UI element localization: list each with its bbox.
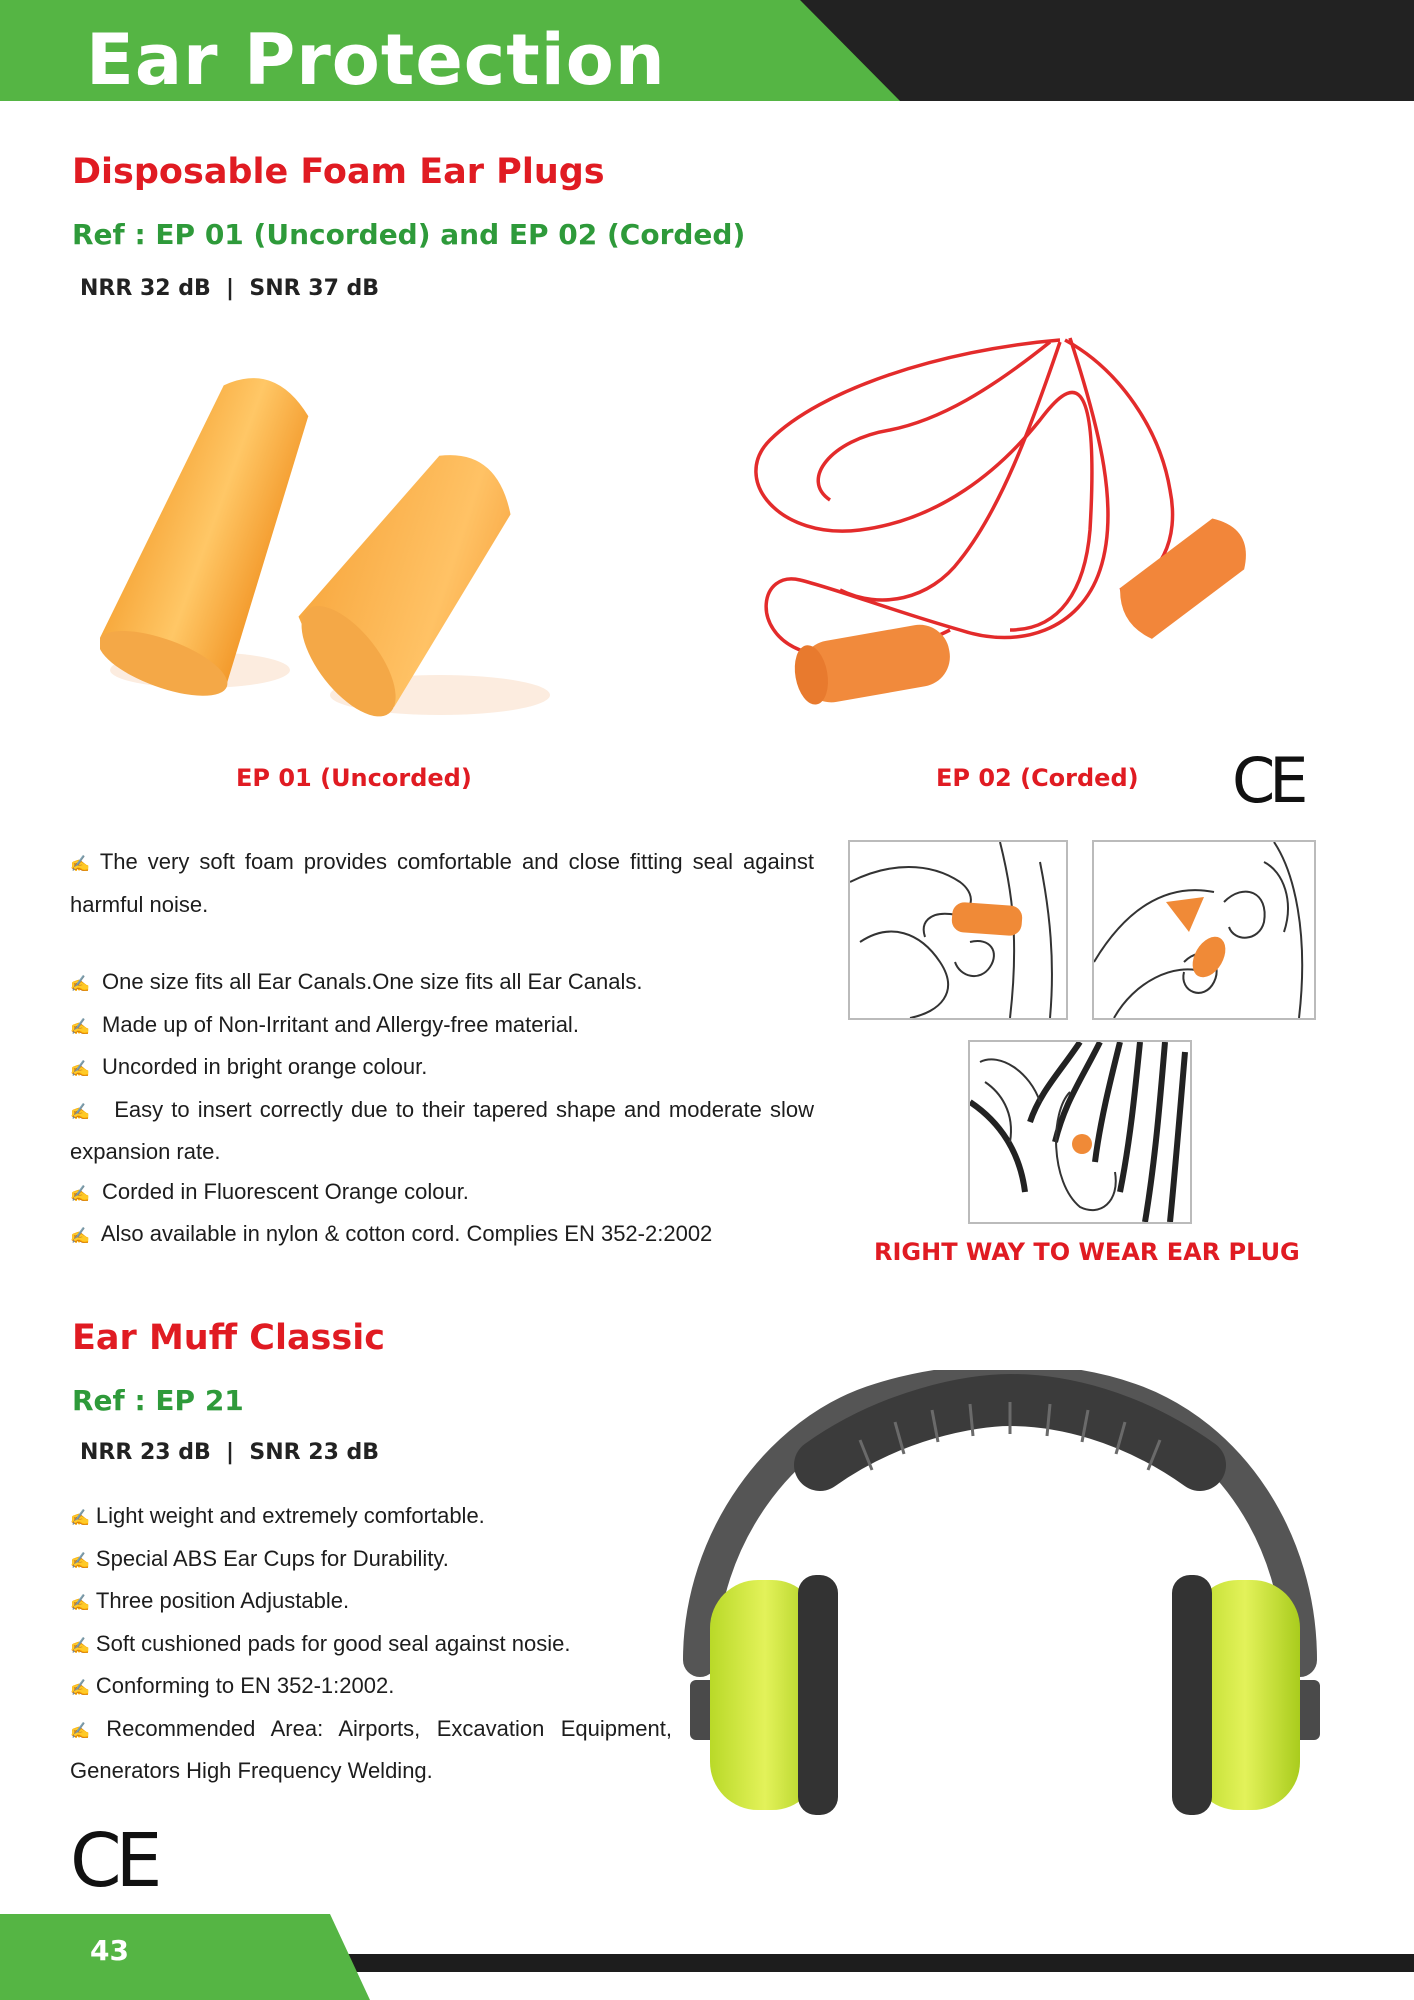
- list-item: ✍ Recommended Area: Airports, Excavation Equipment, Generators High Frequency Welding.: [70, 1715, 672, 1783]
- writing-hand-icon: ✍: [70, 1061, 90, 1078]
- wear-step-3-illustration: [968, 1040, 1192, 1224]
- writing-hand-icon: ✍: [70, 1103, 92, 1121]
- writing-hand-icon: ✍: [70, 1510, 90, 1527]
- list-item: ✍ Special ABS Ear Cups for Durability.: [70, 1545, 449, 1571]
- earplugs-rating: NRR 32 dB | SNR 37 dB: [80, 276, 380, 301]
- ce-mark-earplugs: CE: [1232, 744, 1303, 817]
- writing-hand-icon: ✍: [70, 1680, 90, 1697]
- earplugs-ref: Ref : EP 01 (Uncorded) and EP 02 (Corded): [72, 218, 746, 251]
- writing-hand-icon: ✍: [70, 1722, 101, 1740]
- earmuff-feature-list: [70, 1496, 672, 1791]
- writing-hand-icon: ✍: [70, 1185, 90, 1203]
- caption-uncorded: EP 01 (Uncorded): [236, 764, 472, 792]
- writing-hand-icon: ✍: [70, 1228, 90, 1245]
- earplugs-intro: [70, 842, 814, 924]
- footer-dark-band: [330, 1954, 1414, 1972]
- list-item: ✍ Conforming to EN 352-1:2002.: [70, 1673, 395, 1698]
- list-item: ✍ One size fits all Ear Canals.One size fits all Ear Canals.: [70, 969, 643, 994]
- list-item: ✍ Made up of Non-Irritant and Allergy-free material.: [70, 1011, 579, 1037]
- list-item: ✍ Corded in Fluorescent Orange colour.: [70, 1178, 469, 1204]
- earmuff-ref: Ref : EP 21: [72, 1384, 244, 1417]
- writing-hand-icon: ✍: [70, 1018, 90, 1036]
- page-number: 43: [90, 1934, 129, 1967]
- uncorded-earplugs-image: [100, 350, 660, 720]
- list-item: ✍ Uncorded in bright orange colour.: [70, 1054, 428, 1079]
- earmuff-rating: NRR 23 dB | SNR 23 dB: [80, 1440, 380, 1465]
- wear-step-2-illustration: [1092, 840, 1316, 1020]
- list-item: ✍ Light weight and extremely comfortable.: [70, 1503, 485, 1528]
- writing-hand-icon: ✍: [70, 1637, 90, 1655]
- wear-step-1-illustration: [848, 840, 1068, 1020]
- wear-caption: RIGHT WAY TO WEAR EAR PLUG: [874, 1238, 1300, 1266]
- corded-earplugs-image: [740, 330, 1340, 710]
- writing-hand-icon: ✍: [70, 1552, 90, 1570]
- writing-hand-icon: ✍: [70, 1595, 90, 1612]
- list-item: ✍ Soft cushioned pads for good seal against nosie.: [70, 1630, 571, 1656]
- list-item: ✍ Three position Adjustable.: [70, 1588, 350, 1613]
- ce-mark-earmuff: CE: [70, 1818, 157, 1904]
- writing-hand-icon: ✍: [70, 856, 94, 873]
- list-item: ✍ Also available in nylon & cotton cord. Complies EN 352-2:2002: [70, 1221, 713, 1246]
- footer-green-band: [0, 1914, 370, 2000]
- earplugs-title: Disposable Foam Ear Plugs: [72, 152, 605, 192]
- page-title: Ear Protection: [86, 19, 666, 101]
- earmuff-image: [680, 1370, 1330, 1820]
- list-item: ✍ Easy to insert correctly due to their tapered shape and moderate slow expansion rate.: [70, 1096, 814, 1164]
- writing-hand-icon: ✍: [70, 976, 90, 993]
- earplugs-intro-text: The very soft foam provides comfortable and close fitting seal against harmful noise.: [70, 849, 814, 917]
- earmuff-title: Ear Muff Classic: [72, 1318, 385, 1358]
- caption-corded: EP 02 (Corded): [936, 764, 1139, 792]
- earplugs-feature-list: [70, 962, 814, 1257]
